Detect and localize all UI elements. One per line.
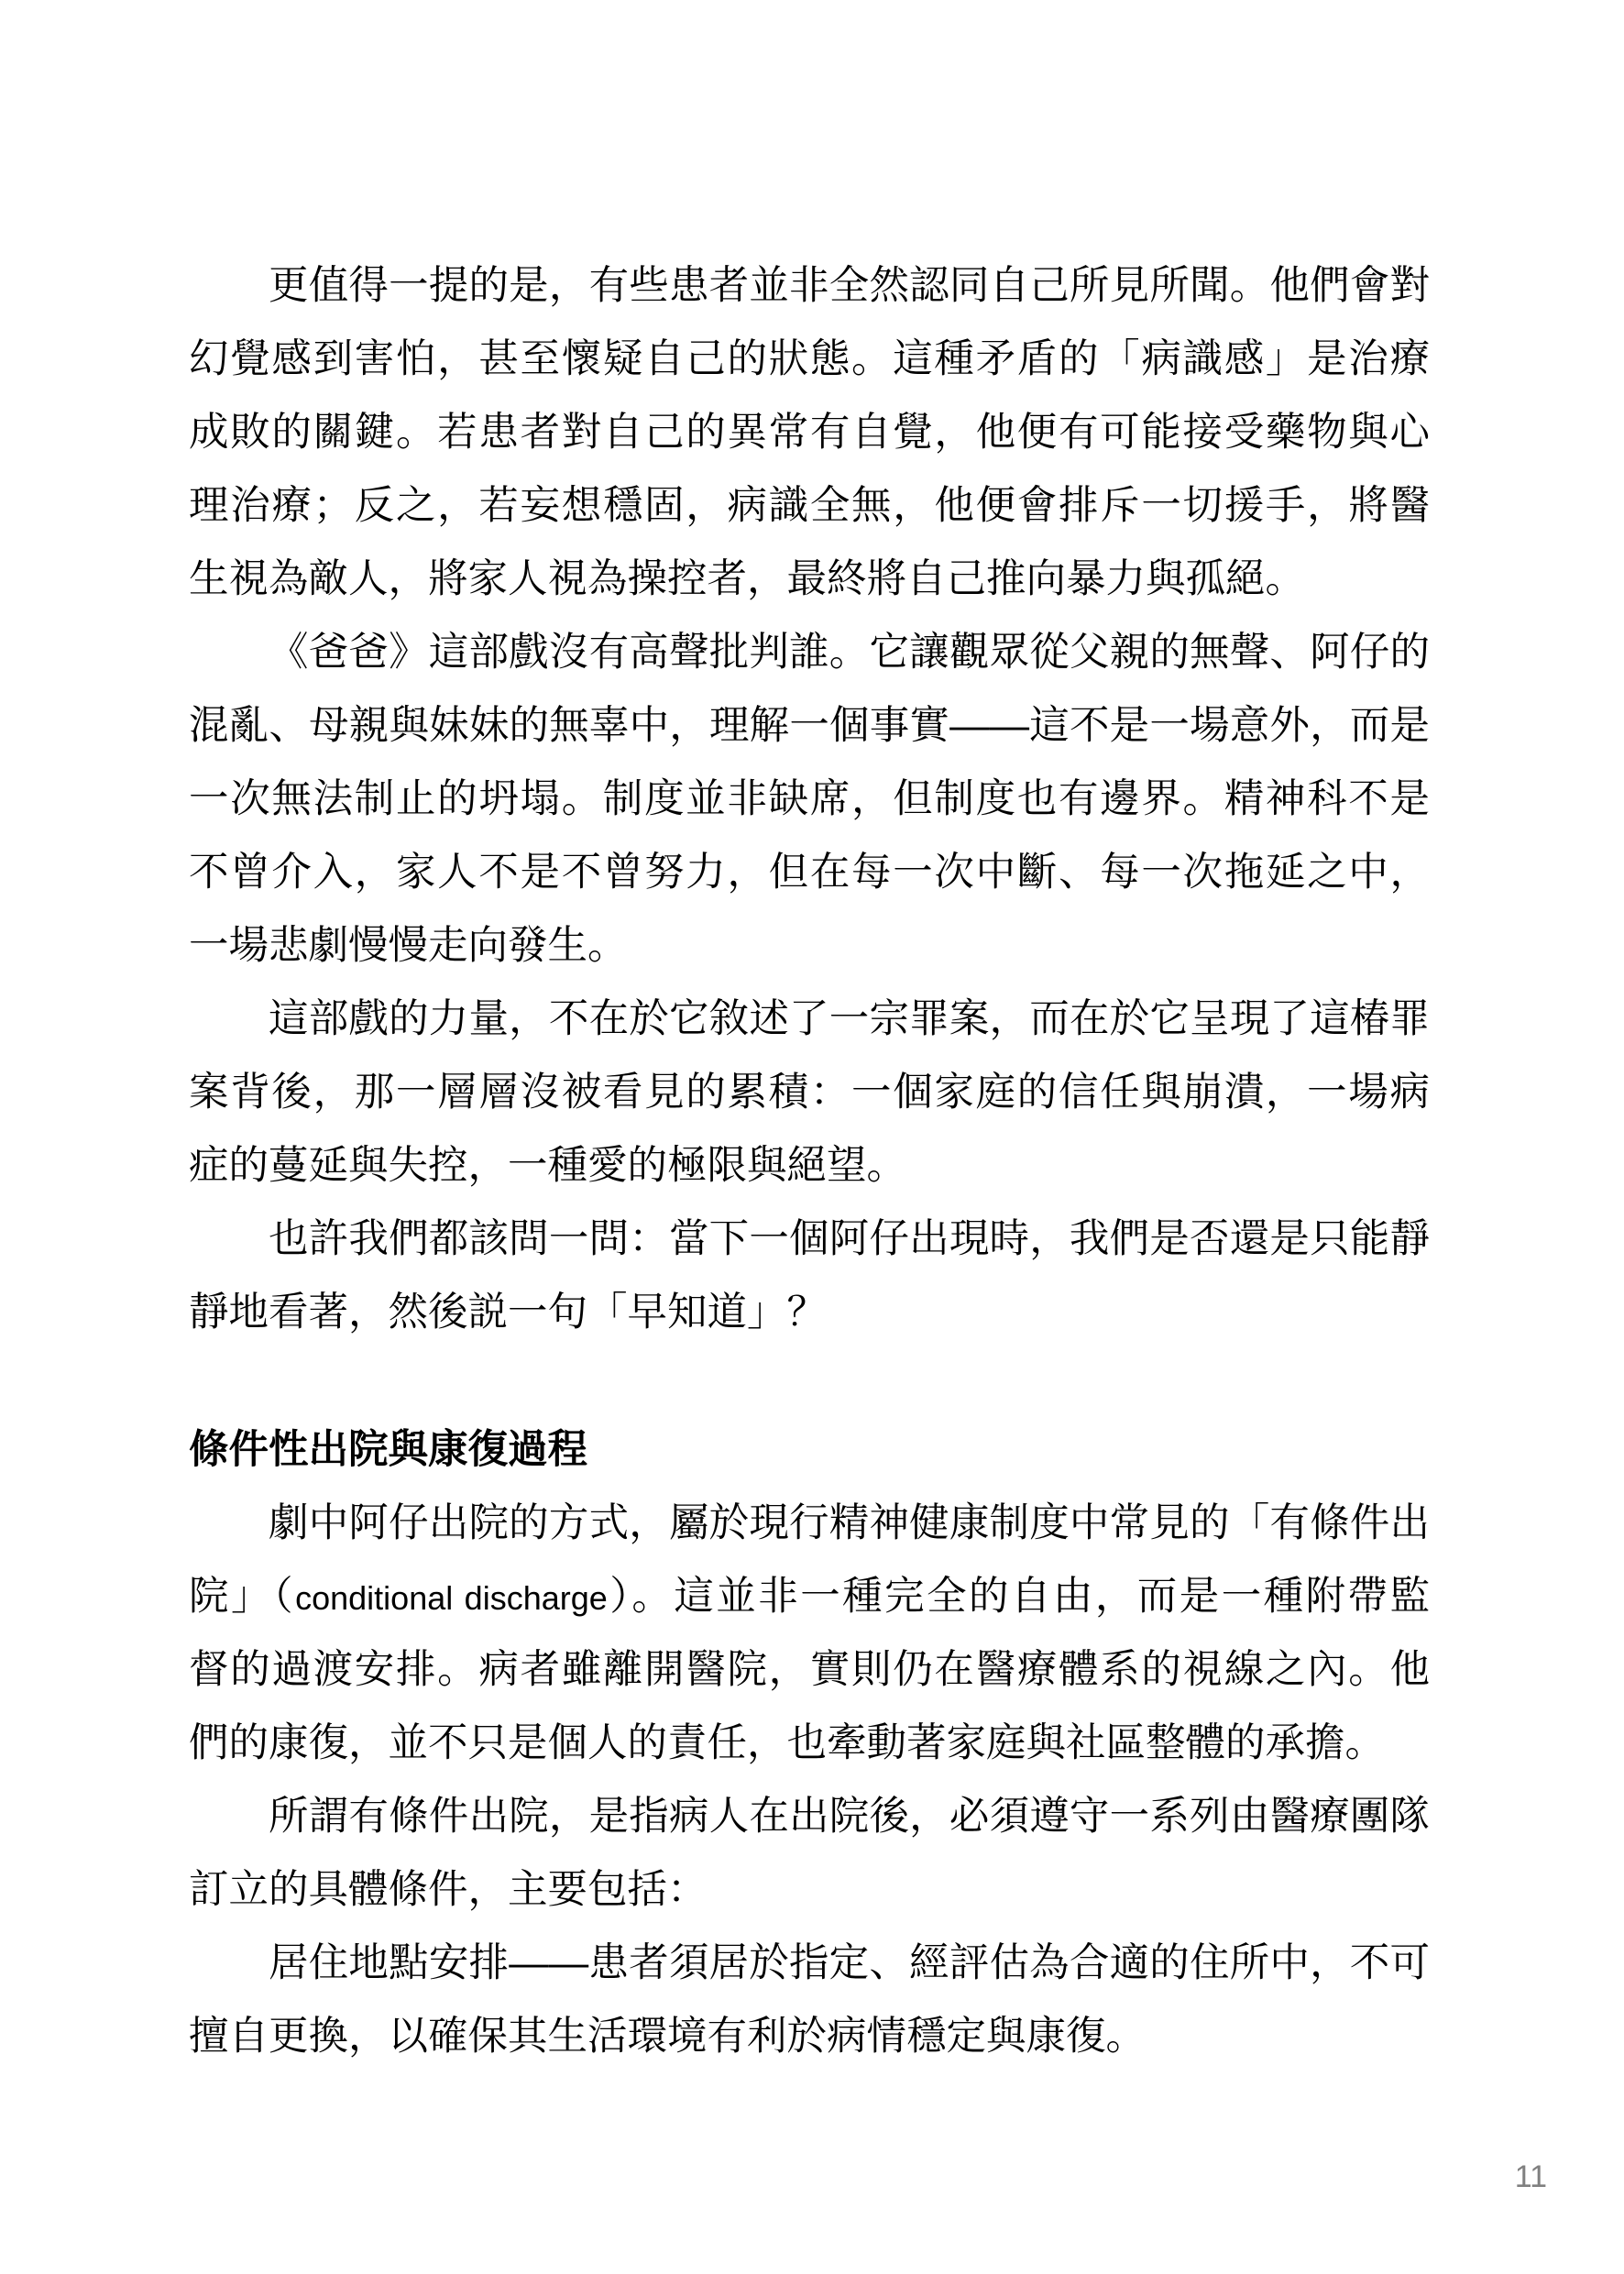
paragraph — [189, 1927, 1430, 2073]
text-line: 不曾介入，家人不是不曾努力，但在每一次中斷、每一次拖延之中， — [189, 851, 1430, 895]
text-line: 《爸爸》這部戲沒有高聲批判誰。它讓觀眾從父親的無聲、阿仔的 — [269, 631, 1430, 675]
text-line: 成敗的關鍵。若患者對自己的異常有自覺，他便有可能接受藥物與心 — [189, 411, 1430, 455]
text-line: 更值得一提的是，有些患者並非全然認同自己所見所聞。他們會對 — [269, 264, 1430, 308]
text-line: 靜地看著，然後説一句「早知道」？ — [189, 1291, 827, 1335]
text-line: 也許我們都該問一問：當下一個阿仔出現時，我們是否還是只能靜 — [269, 1217, 1430, 1261]
text-line: 居住地點安排——患者須居於指定、經評估為合適的住所中，不可 — [269, 1941, 1430, 1985]
text-line: 擅自更換，以確保其生活環境有利於病情穩定與康復。 — [189, 2015, 1146, 2059]
text-line: 混亂、母親與妹妹的無辜中，理解一個事實——這不是一場意外，而是 — [189, 704, 1430, 748]
page-number: 11 — [1514, 2159, 1547, 2194]
text-line: 訂立的具體條件，主要包括： — [189, 1868, 708, 1912]
text-line: 案背後，那一層層沒被看見的累積：一個家庭的信任與崩潰，一場病 — [189, 1071, 1430, 1115]
text-line: 這部戲的力量，不在於它敘述了一宗罪案，而在於它呈現了這椿罪 — [269, 997, 1430, 1041]
paragraph — [189, 616, 1430, 983]
text-line: 生視為敵人，將家人視為操控者，最終將自己推向暴力與孤絕。 — [189, 557, 1305, 601]
paragraph — [189, 1780, 1430, 1927]
text-line: 院」（conditional discharge）。這並非一種完全的自由，而是一種附帶監 — [189, 1575, 1431, 1619]
paragraph — [189, 1203, 1430, 1349]
text-line: 幻覺感到害怕，甚至懷疑自己的狀態。這種矛盾的「病識感」是治療 — [189, 337, 1430, 381]
paragraph — [189, 249, 1430, 616]
latin-text: conditional discharge — [295, 1579, 608, 1617]
text-line: 症的蔓延與失控，一種愛的極限與絕望。 — [189, 1144, 906, 1188]
paragraph — [189, 1487, 1430, 1780]
text-line: 所謂有條件出院，是指病人在出院後，必須遵守一系列由醫療團隊 — [269, 1795, 1430, 1839]
text-line: 理治療；反之，若妄想穩固，病識全無，他便會排斥一切援手，將醫 — [189, 484, 1430, 528]
body-text — [189, 249, 1430, 2073]
text-line: 條件性出院與康復過程 — [189, 1428, 587, 1472]
text-line: 一次無法制止的坍塌。制度並非缺席，但制度也有邊界。精神科不是 — [189, 777, 1430, 821]
paragraph — [189, 983, 1430, 1203]
text-line: 們的康復，並不只是個人的責任，也牽動著家庭與社區整體的承擔。 — [189, 1721, 1385, 1765]
text-line: 劇中阿仔出院的方式，屬於現行精神健康制度中常見的「有條件出 — [269, 1501, 1430, 1545]
text-line: 一場悲劇慢慢走向發生。 — [189, 924, 628, 968]
text-line: 督的過渡安排。病者雖離開醫院，實則仍在醫療體系的視線之內。他 — [189, 1648, 1430, 1692]
section-heading — [189, 1413, 1430, 1487]
